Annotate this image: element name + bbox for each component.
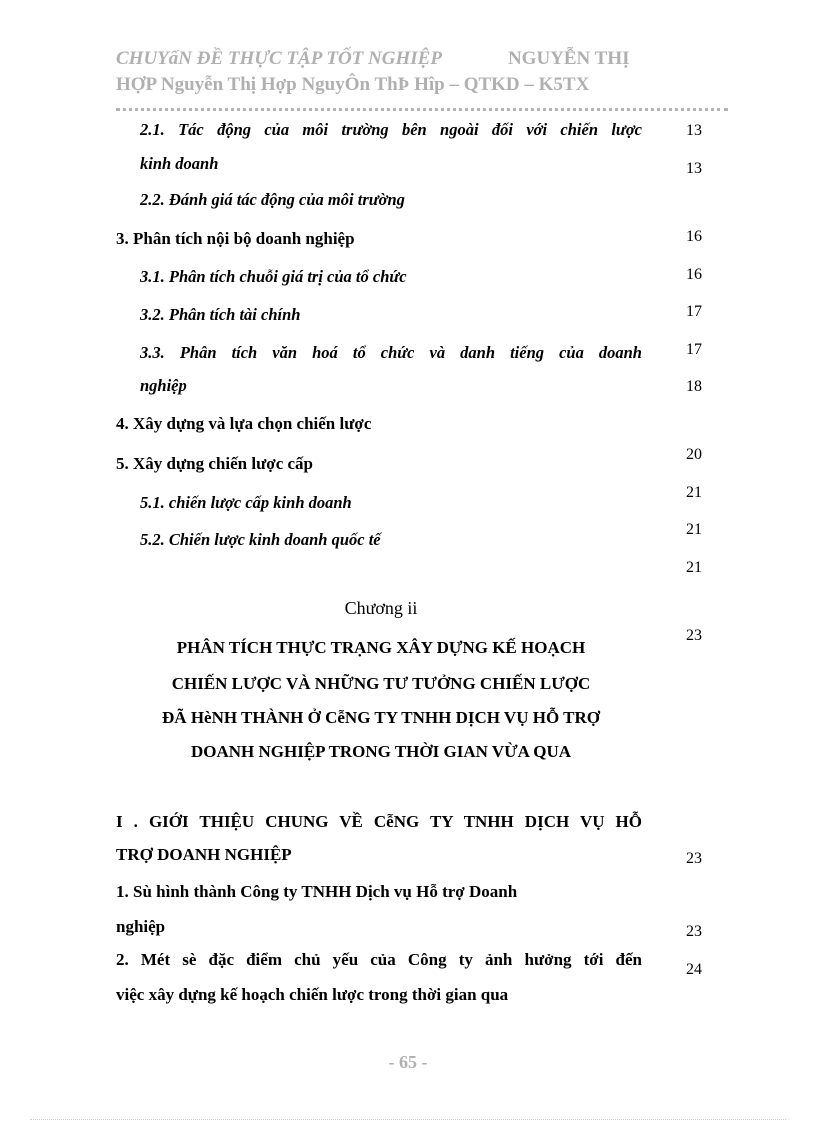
page-number: 21 bbox=[686, 521, 702, 538]
toc-entry-3: 3. Phân tích nội bộ doanh nghiệp bbox=[116, 229, 355, 248]
page-number: 16 bbox=[686, 266, 702, 283]
header-divider bbox=[116, 108, 728, 111]
page-number: 17 bbox=[686, 303, 702, 320]
toc-entry-2-1: 2.1. Tác động của môi trường bên ngoài đối với chiến lược bbox=[140, 120, 642, 139]
toc-section-2: 2. Mét sè đặc điểm chủ yếu của Công ty ảnh hưởng tới đến bbox=[116, 950, 642, 969]
toc-entry-5-2: 5.2. Chiến lược kinh doanh quốc tế bbox=[140, 530, 381, 549]
chapter-heading-line-1: PHÂN TÍCH THỰC TRẠNG XÂY DỰNG KẾ HOẠCH bbox=[176, 638, 586, 657]
page-number: 23 bbox=[686, 850, 702, 867]
chapter-heading-line-2: CHIẾN LƯỢC VÀ NHỮNG TƯ TƯỞNG CHIẾN LƯỢC bbox=[171, 674, 591, 693]
page-number: 21 bbox=[686, 484, 702, 501]
toc-entry-3-2: 3.2. Phân tích tài chính bbox=[140, 305, 301, 324]
toc-section-2-cont: việc xây dựng kế hoạch chiến lược trong thời gian qua bbox=[116, 985, 509, 1004]
page-footer: - 65 - bbox=[388, 1052, 428, 1072]
page-number: 17 bbox=[686, 341, 702, 358]
page-number: 13 bbox=[686, 160, 702, 177]
page-number: 16 bbox=[686, 228, 702, 245]
page-number: 23 bbox=[686, 627, 702, 644]
toc-entry-5-1: 5.1. chiến lược cấp kinh doanh bbox=[140, 493, 352, 512]
page-number: 24 bbox=[686, 961, 702, 978]
header-title: CHUYấN ĐỀ THỰC TẬP TỐT NGHIỆP bbox=[116, 48, 442, 69]
toc-entry-2-1-cont: kinh doanh bbox=[140, 154, 219, 173]
chapter-heading-line-3: ĐÃ HèNH THÀNH Ở CễNG TY TNHH DỊCH VỤ HỖ TRỢ bbox=[162, 708, 600, 727]
toc-section-I-cont: TRỢ DOANH NGHIỆP bbox=[116, 845, 292, 864]
toc-entry-4: 4. Xây dựng và lựa chọn chiến lược bbox=[116, 414, 372, 433]
toc-section-1: 1. Sù hình thành Công ty TNHH Dịch vụ Hỗ trợ Doanh bbox=[116, 882, 518, 901]
toc-section-1-cont: nghiệp bbox=[116, 917, 166, 936]
chapter-title: Chương ii bbox=[344, 598, 418, 618]
chapter-heading-line-4: DOANH NGHIỆP TRONG THỜI GIAN VỪA QUA bbox=[190, 742, 572, 761]
page-number: 13 bbox=[686, 122, 702, 139]
footer-divider bbox=[30, 1119, 786, 1120]
toc-entry-3-3-cont: nghiệp bbox=[140, 376, 187, 395]
page-number: 18 bbox=[686, 378, 702, 395]
page-number: 23 bbox=[686, 923, 702, 940]
header-author: NGUYỄN THỊ bbox=[507, 48, 630, 69]
page-number: 21 bbox=[686, 559, 702, 576]
toc-entry-3-1: 3.1. Phân tích chuỗi giá trị của tổ chức bbox=[140, 267, 407, 286]
toc-entry-3-3: 3.3. Phân tích văn hoá tổ chức và danh tiếng của doanh bbox=[140, 343, 642, 362]
toc-section-I: I . GIỚI THIỆU CHUNG VỀ CễNG TY TNHH DỊCH VỤ HỖ bbox=[116, 812, 642, 831]
toc-entry-2-2: 2.2. Đánh giá tác động của môi trường bbox=[140, 190, 405, 209]
header-subtitle: HỢP Nguyễn Thị Hợp NguyÔn ThÞ Hîp – QTKD – K5TX bbox=[116, 74, 590, 95]
page-header bbox=[116, 46, 716, 98]
page-number: 20 bbox=[686, 446, 702, 463]
toc-entry-5: 5. Xây dựng chiến lược cấp bbox=[116, 454, 313, 473]
